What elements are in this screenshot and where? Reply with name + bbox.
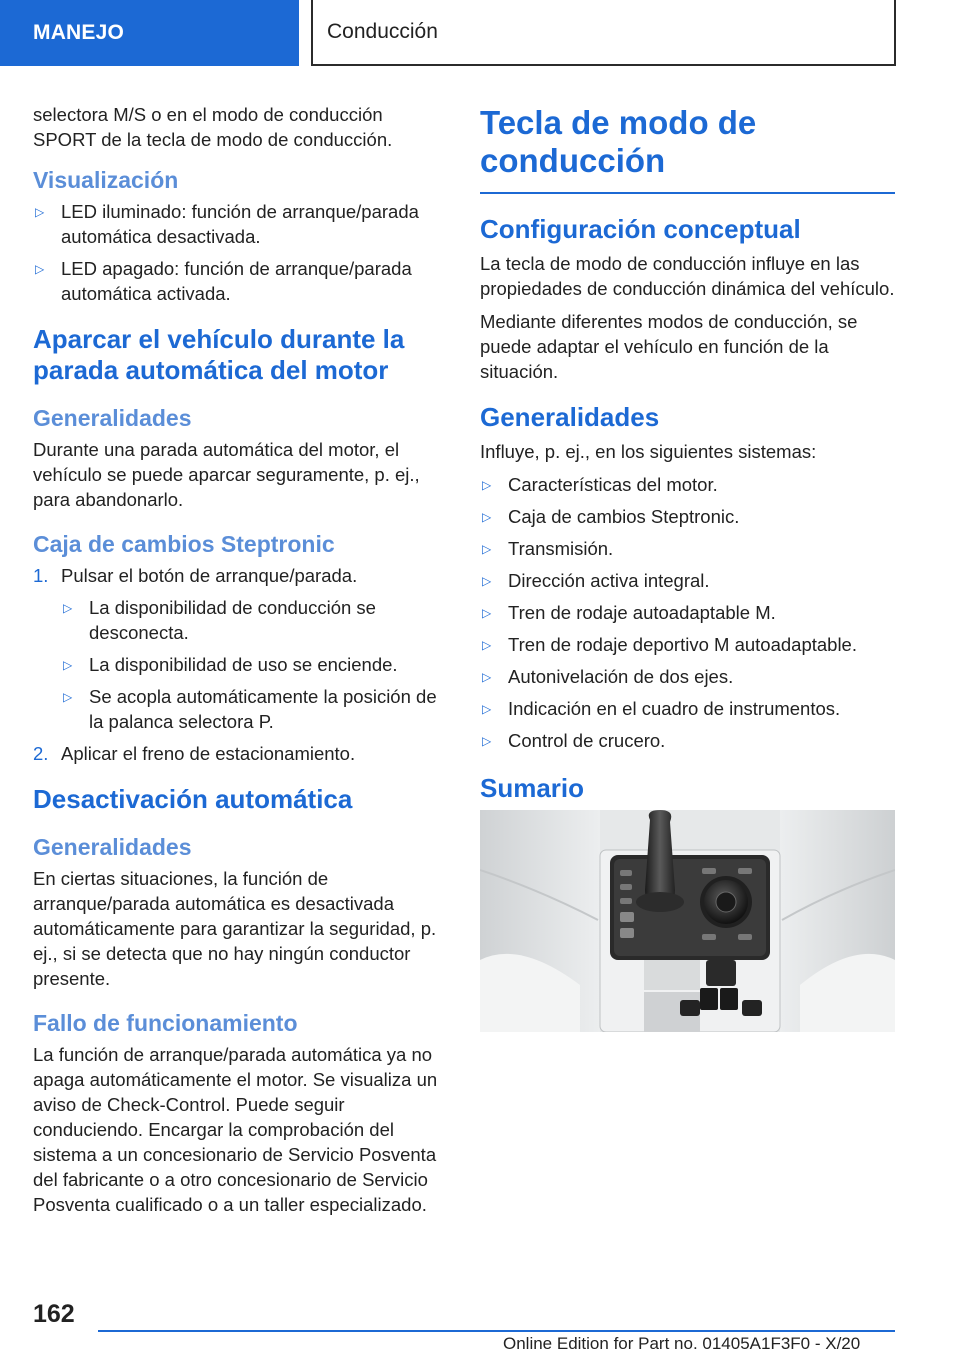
visualizacion-heading: Visualización	[33, 167, 179, 193]
left-column	[33, 102, 448, 1225]
chapter-tab	[0, 0, 299, 66]
list-item: ▷ LED apagado: función de arranque/parada automática activada.	[35, 258, 412, 304]
triangle-bullet-icon: ▷	[482, 574, 492, 588]
step-item	[33, 741, 448, 766]
sumario-heading: Sumario	[480, 773, 585, 803]
generalidades-heading: Generalidades	[480, 402, 660, 432]
list-item: ▷ Tren de rodaje deportivo M autoadaptable.	[480, 632, 895, 657]
list-item: ▷ Autonivelación de dos ejes.	[480, 664, 895, 689]
triangle-bullet-icon: ▷	[35, 262, 45, 276]
page-title: Tecla de modo de conducción	[480, 104, 757, 179]
systems-list	[480, 472, 895, 753]
right-column	[480, 102, 895, 1032]
triangle-bullet-icon: ▷	[482, 478, 492, 492]
footer-divider	[98, 1330, 895, 1332]
triangle-bullet-icon: ▷	[63, 601, 73, 615]
fallo-heading: Fallo de funcionamiento	[33, 1010, 298, 1036]
aparcar-heading: Aparcar el vehículo durante la parada automática del motor	[33, 324, 405, 385]
step-number: 2.	[33, 743, 49, 764]
step-item	[33, 563, 448, 734]
step-text: Pulsar el botón de arranque/parada.	[61, 565, 358, 586]
triangle-bullet-icon: ▷	[482, 702, 492, 716]
triangle-bullet-icon: ▷	[482, 670, 492, 684]
generalidades-intro: Influye, p. ej., en los siguientes sistemas:	[480, 441, 817, 462]
triangle-bullet-icon: ▷	[63, 658, 73, 672]
section-tab	[311, 0, 896, 66]
list-item: ▷ Caja de cambios Steptronic.	[480, 504, 895, 529]
edition-text: Online Edition for Part no. 01405A1F3F0 - X/20	[503, 1334, 861, 1353]
intro-text: selectora M/S o en el modo de conducción SPORT de la tecla de modo de conducción.	[33, 104, 393, 150]
caja-heading: Caja de cambios Steptronic	[33, 531, 335, 557]
aparcar-generalidades-heading: Generalidades	[33, 405, 192, 431]
section-label: Conducción	[327, 20, 438, 43]
list-item: ▷ La disponibilidad de conducción se desconecta.	[63, 597, 376, 643]
page-number: 162	[33, 1300, 75, 1328]
list-item: ▷ Indicación en el cuadro de instrumentos.	[480, 696, 895, 721]
steps-list	[33, 563, 448, 766]
desactivacion-generalidades-heading: Generalidades	[33, 834, 192, 860]
page-header	[0, 0, 960, 66]
config-heading: Configuración conceptual	[480, 214, 801, 244]
triangle-bullet-icon: ▷	[482, 606, 492, 620]
list-item: ▷ La disponibilidad de uso se enciende.	[61, 652, 448, 677]
chapter-label: MANEJO	[33, 21, 125, 44]
triangle-bullet-icon: ▷	[63, 690, 73, 704]
list-item: ▷ Características del motor.	[480, 472, 895, 497]
desactivacion-heading: Desactivación automática	[33, 784, 353, 814]
center-console-illustration	[480, 810, 895, 1032]
visualizacion-list	[33, 199, 448, 306]
list-item: ▷ Tren de rodaje autoadaptable M.	[480, 600, 895, 625]
desactivacion-generalidades-text: En ciertas situaciones, la función de arranque/parada automática es desactivada automáticamente para garantizar la seguridad, p. ej., si se detecta que no hay ningún conductor presente.	[33, 868, 437, 989]
fallo-text: La función de arranque/parada automática ya no apaga automáticamente el motor. Se visualiza un aviso de Check-Control. Puede seguir conduciendo. Encargar la comprobación del sistema a un concesionario de Servicio Posventa del fabricante o a otro concesionario de Servicio Posventa cualificado o a un taller especializado.	[33, 1044, 438, 1215]
triangle-bullet-icon: ▷	[482, 638, 492, 652]
aparcar-generalidades-text: Durante una parada automática del motor, el vehículo se puede aparcar seguramente, p. ej., para abandonarlo.	[33, 439, 420, 510]
triangle-bullet-icon: ▷	[482, 510, 492, 524]
center-console-photo	[480, 810, 895, 1032]
triangle-bullet-icon: ▷	[35, 205, 45, 219]
list-item: ▷ Se acopla automáticamente la posición de la palanca selectora P.	[63, 686, 437, 732]
list-item: ▷ Transmisión.	[480, 536, 895, 561]
step-text: Aplicar el freno de estacionamiento.	[61, 743, 356, 764]
list-item: ▷ Control de crucero.	[480, 728, 895, 753]
list-item: ▷ Dirección activa integral.	[480, 568, 895, 593]
config-paragraph-1: La tecla de modo de conducción influye en las propiedades de conducción dinámica del vehículo.	[480, 253, 895, 299]
title-divider	[480, 192, 895, 194]
triangle-bullet-icon: ▷	[482, 542, 492, 556]
triangle-bullet-icon: ▷	[482, 734, 492, 748]
list-item: ▷ LED iluminado: función de arranque/parada automática desactivada.	[35, 201, 419, 247]
config-paragraph-2: Mediante diferentes modos de conducción, se puede adaptar el vehículo en función de la situación.	[480, 311, 858, 382]
step-sub-list	[61, 595, 448, 734]
step-number: 1.	[33, 565, 49, 586]
